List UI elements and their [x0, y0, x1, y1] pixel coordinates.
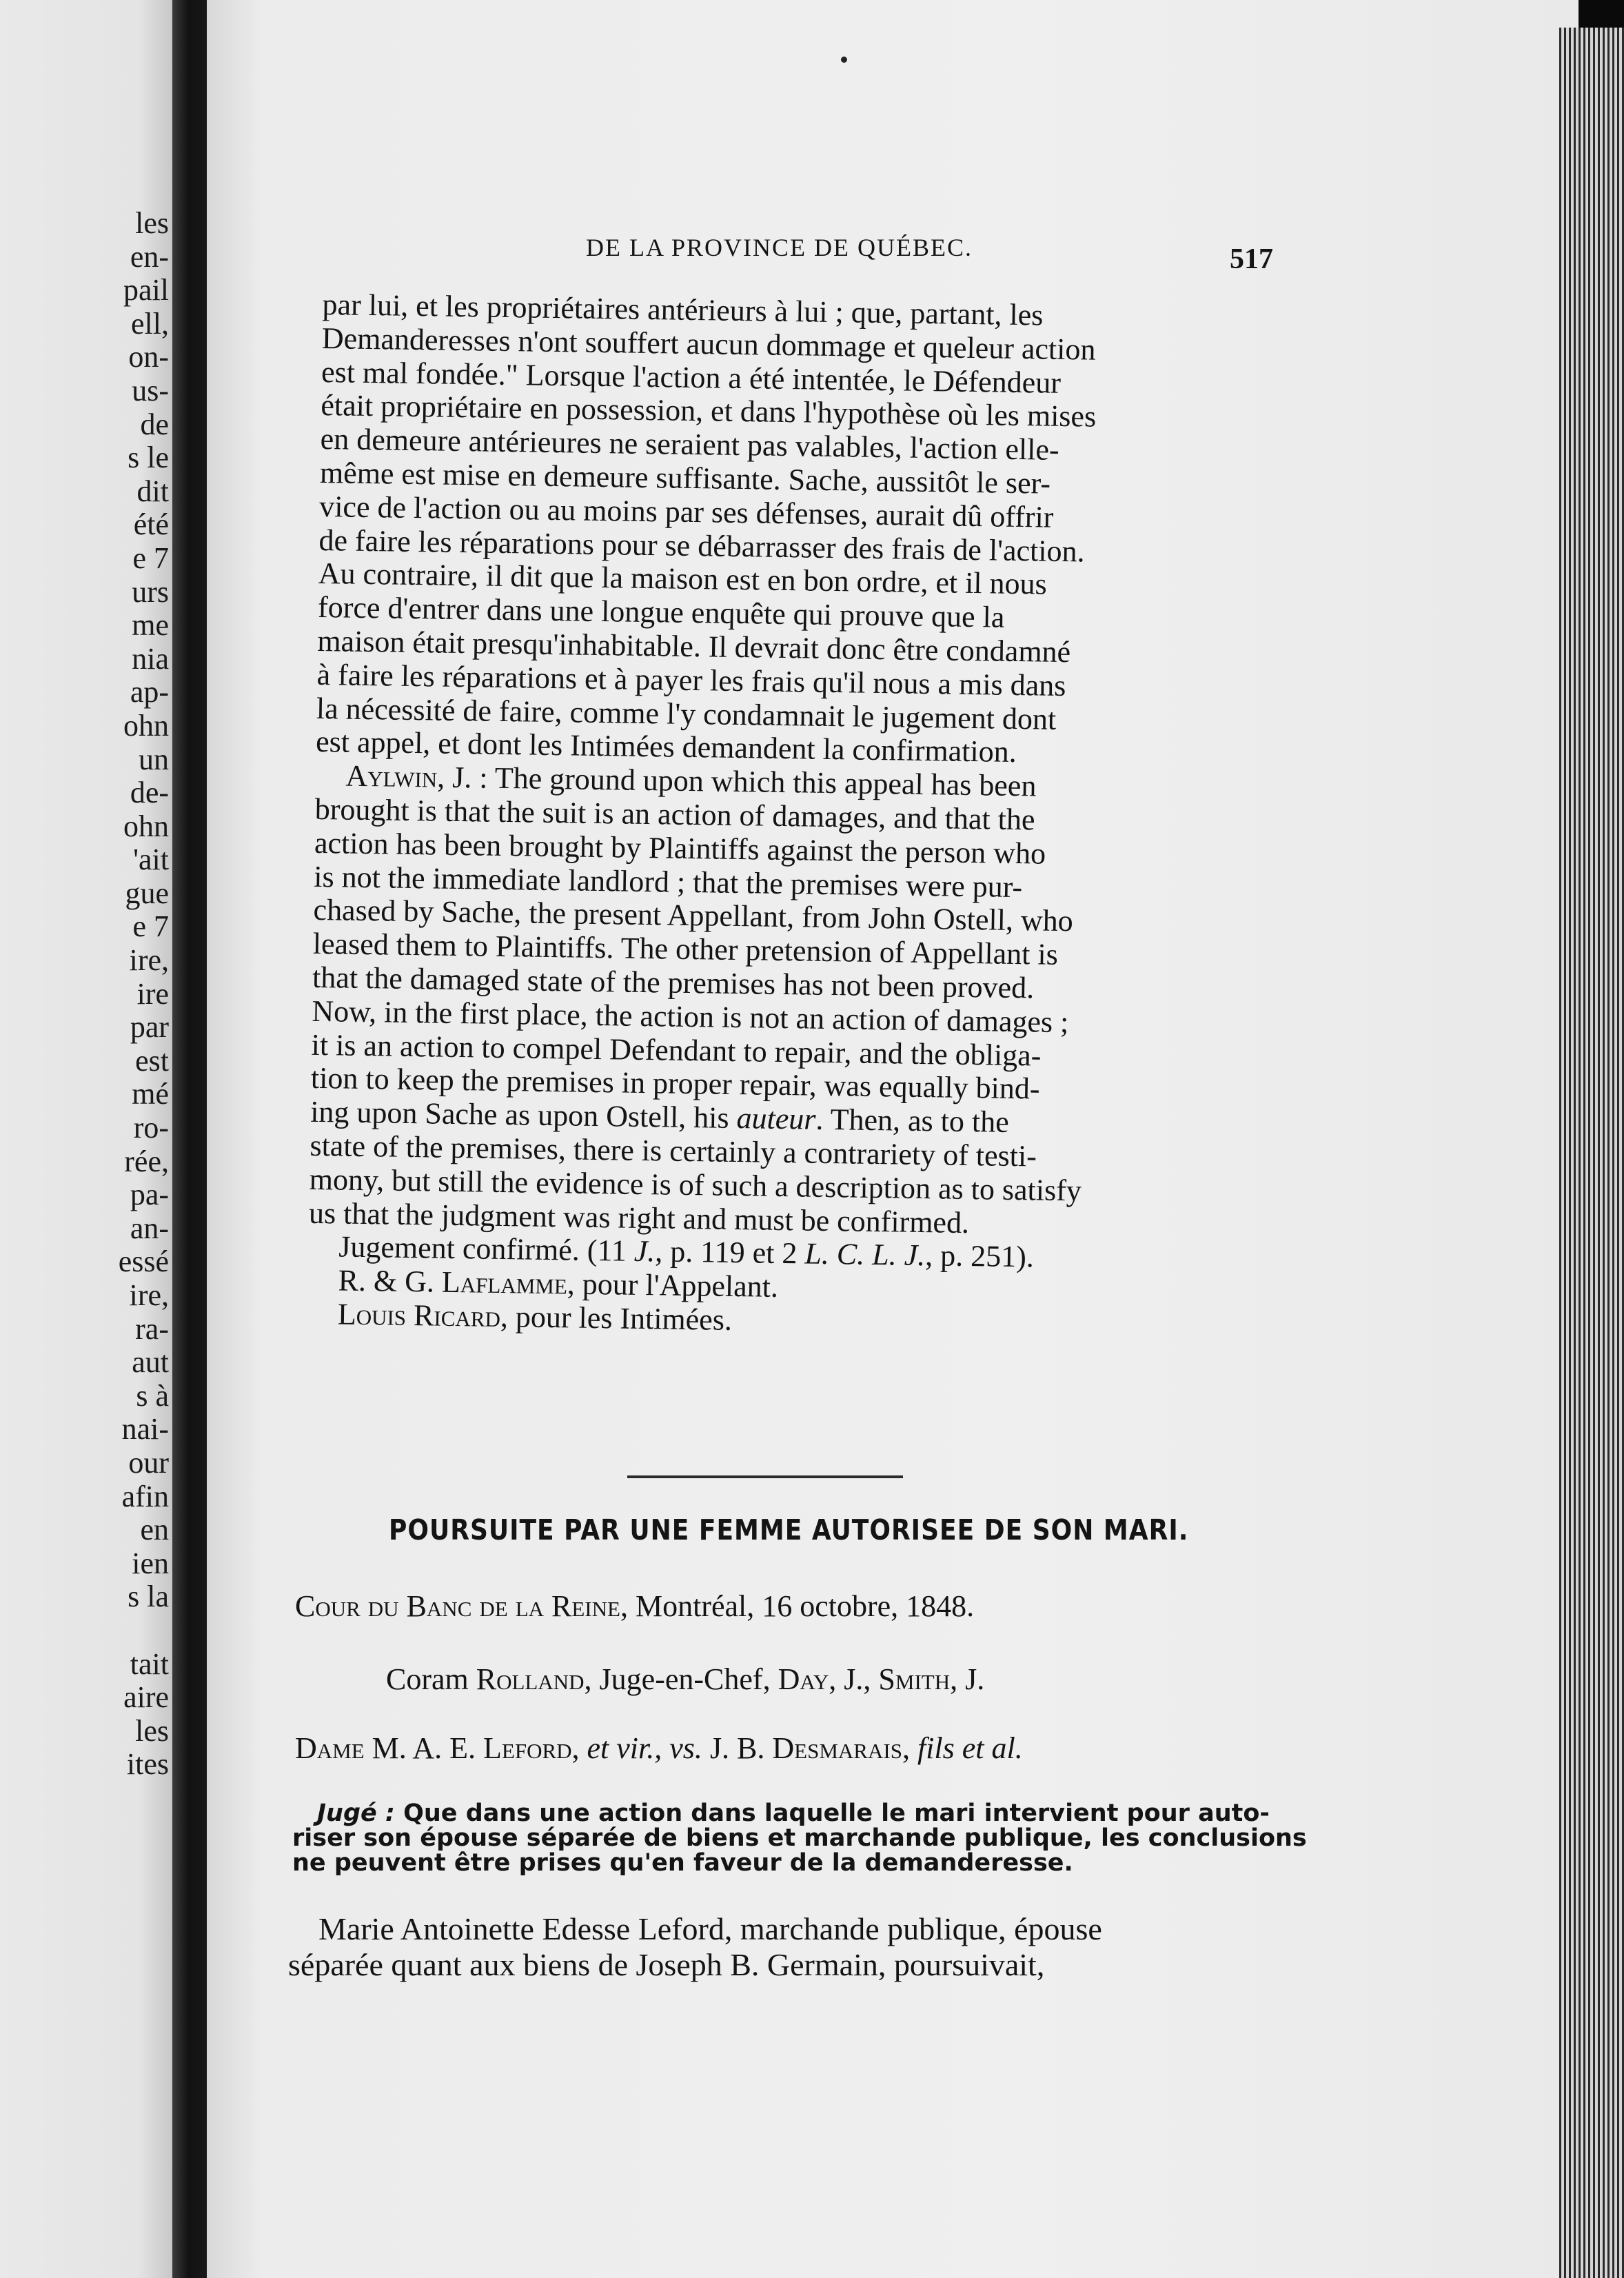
- speaker-name: Aylwin, J.: [345, 758, 472, 795]
- headnote-text: Que dans une action dans laquelle le mari intervient pour auto-: [403, 1800, 1270, 1827]
- left-page-fragment: ap-: [130, 675, 169, 709]
- judgment-text: , p. 119 et 2: [654, 1234, 798, 1271]
- left-page-fragment: ell,: [131, 306, 169, 341]
- left-page-fragment: les: [135, 206, 169, 240]
- left-page-fragment: s la: [128, 1580, 169, 1614]
- body-line: Marie Antoinette Edesse Leford, marchande publique, épouse: [318, 1911, 1102, 1946]
- aylwin-line: leased them to Plaintiffs. The other pretension of Appellant is: [312, 927, 1059, 972]
- left-page-fragment: e 7: [132, 909, 169, 944]
- parties-line: [295, 1731, 1023, 1766]
- left-page-fragment: 'ait: [133, 843, 169, 877]
- body-line: séparée quant aux biens de Joseph B. Germain, poursuivait,: [288, 1947, 1045, 1982]
- aylwin-line: tion to keep the premises in proper repair, was equally bind-: [310, 1061, 1040, 1106]
- body-line: était propriétaire en possession, et dans l'hypothèse où les mises: [321, 388, 1097, 434]
- left-page-fragment: s le: [128, 441, 169, 475]
- left-page-fragment: ro-: [133, 1111, 169, 1145]
- left-page-fragment: les: [135, 1713, 169, 1748]
- body-line: même est mise en demeure suffisante. Sache, aussitôt le ser-: [319, 455, 1051, 501]
- body-line: force d'entrer dans une longue enquête qui prouve que la: [317, 590, 1005, 634]
- judge-name: Day,: [778, 1662, 837, 1696]
- left-page-fragment: ohn: [123, 809, 169, 843]
- counsel-name: R. & G. Laflamme,: [338, 1263, 576, 1301]
- left-page-fragment: s à: [136, 1378, 169, 1413]
- left-page-fragment: on-: [128, 340, 169, 374]
- plaintiff-name: Dame M. A. E. Leford,: [295, 1731, 580, 1765]
- counsel-role: pour l'Appelant.: [582, 1267, 779, 1304]
- defendant-name: J. B. Desmarais,: [709, 1731, 910, 1765]
- left-page-fragment: nia: [132, 641, 169, 676]
- versus: vs.: [669, 1731, 702, 1765]
- body-line: la nécessité de faire, comme l'y condamnait le jugement dont: [316, 691, 1057, 736]
- fils-et-al: fils et al.: [917, 1731, 1023, 1765]
- left-page-fragment: en: [140, 1513, 169, 1547]
- left-page-fragment: aut: [132, 1345, 169, 1380]
- body-line: à faire les réparations et à payer les frais qu'il nous a mis dans: [316, 657, 1066, 703]
- running-head: DE LA PROVINCE DE QUÉBEC.: [586, 234, 973, 261]
- left-page-fragment: [0, 1614, 169, 1648]
- left-page-fragment: an-: [130, 1211, 169, 1245]
- left-page-fragment: ohn: [123, 708, 169, 743]
- headnote-line: [292, 1800, 1270, 1827]
- left-page-fragment: ien: [132, 1546, 169, 1580]
- left-page-fragment: pail: [123, 273, 169, 308]
- judgment-text: Jugement confirmé. (11: [338, 1229, 627, 1269]
- body-line: est appel, et dont les Intimées demandent la confirmation.: [315, 725, 1017, 769]
- case-title: POURSUITE PAR UNE FEMME AUTORISEE DE SON MARI.: [389, 1514, 1189, 1547]
- left-page-text: [0, 207, 169, 1782]
- left-page-fragment: ites: [126, 1747, 169, 1782]
- coram-line: [386, 1662, 984, 1697]
- aylwin-line: Now, in the first place, the action is not an action of damages ;: [312, 994, 1069, 1039]
- left-page-fragment: dit: [136, 474, 169, 508]
- left-page-fragment: est: [135, 1043, 169, 1078]
- body-line: en demeure antérieures ne seraient pas valables, l'action elle-: [320, 422, 1059, 467]
- left-page-fragment: e 7: [132, 541, 169, 575]
- left-page-fragment: ire,: [129, 1278, 169, 1312]
- left-page-fragment: par: [130, 1010, 169, 1045]
- counsel-name: Louis Ricard,: [337, 1297, 509, 1334]
- body-line: de faire les réparations pour se débarrasser des frais de l'action.: [318, 523, 1085, 569]
- left-page-fragment: en-: [130, 239, 169, 274]
- left-page-fragment: rée,: [124, 1144, 169, 1178]
- aylwin-line: mony, but still the evidence is of such a description as to satisfy: [309, 1162, 1082, 1208]
- ink-dot: [841, 57, 847, 63]
- judge-title: J.: [965, 1662, 985, 1696]
- left-page-fragment: de: [140, 407, 169, 441]
- aylwin-text: ing upon Sache as upon Ostell, his: [309, 1094, 729, 1136]
- juge-label: Jugé :: [317, 1800, 395, 1827]
- court-name: Cour du Banc de la Reine,: [295, 1589, 628, 1623]
- aylwin-text: . Then, as to the: [815, 1102, 1010, 1140]
- judge-name: Rolland,: [476, 1662, 592, 1696]
- left-page-fragment: de-: [130, 776, 169, 810]
- headnote-line: riser son épouse séparée de biens et marchande publique, les conclusions: [292, 1824, 1307, 1852]
- headnote-line: ne peuvent être prises qu'en faveur de la demanderesse.: [292, 1849, 1073, 1877]
- aylwin-line: it is an action to compel Defendant to repair, and the obliga-: [311, 1027, 1042, 1073]
- left-page-fragment: pa-: [130, 1178, 169, 1212]
- aylwin-line: is not the immediate landlord ; that the premises were pur-: [313, 859, 1023, 904]
- judgment-text: , p. 251).: [924, 1238, 1035, 1274]
- left-page-fragment: nai-: [121, 1412, 169, 1447]
- citation-italic: L. C. L. J.: [804, 1236, 926, 1273]
- citation-italic: J.: [633, 1234, 656, 1269]
- aylwin-line: action has been brought by Plaintiffs against the person who: [314, 825, 1046, 871]
- body-text: [307, 288, 1288, 1345]
- left-page-fragment: ire: [136, 976, 169, 1011]
- body-line: Au contraire, il dit que la maison est en bon ordre, et il nous: [318, 556, 1048, 602]
- judge-title: J.,: [844, 1662, 871, 1696]
- left-page-fragment: essé: [118, 1244, 169, 1279]
- left-page-fragment: urs: [132, 574, 169, 609]
- aylwin-text: : The ground upon which this appeal has been: [479, 760, 1037, 803]
- judge-title: Juge-en-Chef,: [599, 1662, 771, 1696]
- left-page-fragment: tait: [130, 1646, 169, 1681]
- left-page-fragment: us-: [132, 373, 169, 407]
- aylwin-line: brought is that the suit is an action of damages, and that the: [314, 792, 1035, 837]
- left-page-fragment: aire: [123, 1680, 169, 1715]
- body-line: par lui, et les propriétaires antérieurs à lui ; que, partant, les: [322, 288, 1044, 332]
- left-page-fragment: ra-: [135, 1311, 169, 1346]
- left-page-fragment: ire,: [129, 943, 169, 978]
- judge-name: Smith,: [878, 1662, 958, 1696]
- aylwin-line: state of the premises, there is certainly a contrariety of testi-: [309, 1128, 1037, 1173]
- left-page-fragment: afin: [121, 1479, 169, 1513]
- auteur-italic: auteur: [736, 1101, 816, 1136]
- court-line: [295, 1589, 974, 1624]
- body-line: maison était presqu'inhabitable. Il devrait donc être condamné: [317, 623, 1071, 669]
- aylwin-line: that the damaged state of the premises has not been proved.: [312, 960, 1035, 1005]
- case-opening-text: [288, 1911, 1253, 1983]
- aylwin-line: us that the judgment was right and must be confirmed.: [308, 1196, 970, 1240]
- section-divider: [627, 1475, 903, 1478]
- left-page-fragment: me: [132, 608, 169, 643]
- body-line: est mal fondée." Lorsque l'action a été intentée, le Défendeur: [321, 354, 1062, 400]
- headnote: [292, 1800, 1307, 1877]
- aylwin-line: chased by Sache, the present Appellant, from John Ostell, who: [313, 893, 1074, 938]
- court-date: Montréal, 16 octobre, 1848.: [635, 1589, 975, 1623]
- body-line: Demanderesses n'ont souffert aucun dommage et queleur action: [321, 321, 1096, 367]
- page-edges: [1559, 28, 1624, 2278]
- coram-word: Coram: [386, 1662, 469, 1696]
- body-line: vice de l'action ou au moins par ses défenses, aurait dû offrir: [318, 489, 1054, 534]
- counsel-role: pour les Intimées.: [515, 1300, 733, 1337]
- left-page-fragment: mé: [132, 1077, 169, 1111]
- et-vir: et vir.,: [587, 1731, 662, 1765]
- left-page-fragment: gue: [125, 876, 169, 910]
- left-page-fragment: our: [128, 1445, 169, 1480]
- left-page-fragment: été: [133, 507, 169, 542]
- page-number: 517: [1230, 243, 1273, 275]
- left-page-fragment: un: [139, 742, 169, 776]
